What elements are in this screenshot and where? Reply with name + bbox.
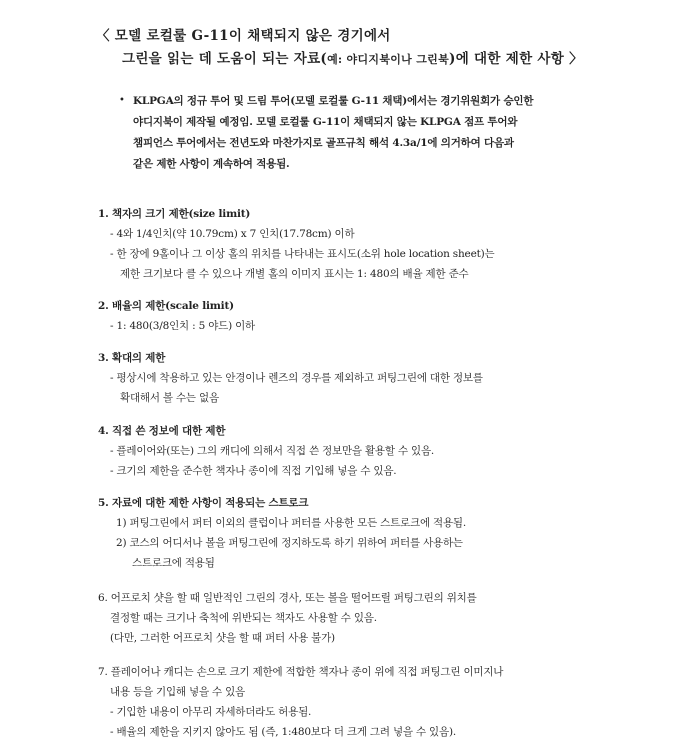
section-4-line: - 플레이어와(또는) 그의 캐디에 의해서 직접 쓴 정보만을 활용할 수 있음. <box>110 445 435 457</box>
intro-line: KLPGA의 정규 투어 및 드림 투어(모델 로컬룰 G-11 채택)에서는 경기위원회가 승인한 <box>133 95 534 107</box>
section-2-heading: 2. 배율의 제한(scale limit) <box>98 300 234 312</box>
section-2-line: - 1: 480(3/8인치 : 5 야드) 이하 <box>110 320 256 332</box>
intro-line: 같은 제한 사항이 계속하여 적용됨. <box>133 158 290 170</box>
section-7-line: - 기입한 내용이 아무리 자세하더라도 허용됨. <box>110 706 312 718</box>
intro-bullet: • <box>119 95 125 106</box>
page-title-line2 <box>122 47 583 67</box>
section-4-line: - 크기의 제한을 준수한 책자나 종이에 직접 기입해 넣을 수 있음. <box>110 465 397 477</box>
title-line2-small: 예: 야디지북이나 그린북 <box>327 53 450 66</box>
title-line2-post: )에 대한 제한 사항 〉 <box>449 51 583 67</box>
section-3-heading: 3. 확대의 제한 <box>98 352 166 364</box>
title-line2-pre: 그린을 읽는 데 도움이 되는 자료( <box>122 51 328 67</box>
section-3-line: - 평상시에 착용하고 있는 안경이나 렌즈의 경우를 제외하고 퍼팅그린에 대한 정보를 <box>110 372 483 384</box>
intro-line: 야디지북이 제작될 예정임. 모델 로컬룰 G-11이 채택되지 않는 KLPGA 점프 투어와 <box>133 116 518 128</box>
page-title-line1: 〈 모델 로컬룰 G-11이 채택되지 않은 경기에서 <box>96 28 391 44</box>
section-1-line: 제한 크기보다 클 수 있으나 개별 홀의 이미지 표시는 1: 480의 배율 제한 준수 <box>120 268 469 280</box>
section-6-line: 결정할 때는 크기나 축척에 위반되는 책자도 사용할 수 있음. <box>110 612 377 624</box>
section-7-line: 7. 플레이어나 캐디는 손으로 크기 제한에 적합한 책자나 종이 위에 직접 퍼팅그린 이미지나 <box>98 666 504 678</box>
section-5-line: 2) 코스의 어디서나 볼을 퍼팅그린에 정지하도록 하기 위하여 퍼터를 사용하는 <box>116 537 463 549</box>
section-3-line: 확대해서 볼 수는 없음 <box>120 392 219 404</box>
section-7-line: 내용 등을 기입해 넣을 수 있음 <box>110 686 246 698</box>
intro-line: 챔피언스 투어에서는 전년도와 마찬가지로 골프규칙 해석 4.3a/1에 의거하여 다음과 <box>133 137 514 149</box>
section-1-line: - 한 장에 9홀이나 그 이상 홀의 위치를 나타내는 표시도(소위 hole location sheet)는 <box>110 248 495 260</box>
section-5-line: 스트로크에 적용됨 <box>132 557 215 569</box>
section-6-line: 6. 어프로치 샷을 할 때 일반적인 그린의 경사, 또는 볼을 떨어뜨릴 퍼팅그린의 위치를 <box>98 592 477 604</box>
section-4-heading: 4. 직접 쓴 정보에 대한 제한 <box>98 425 226 437</box>
section-1-heading: 1. 책자의 크기 제한(size limit) <box>98 208 251 220</box>
section-1-line: - 4와 1/4인치(약 10.79cm) x 7 인치(17.78cm) 이하 <box>110 228 355 240</box>
section-5-line: 1) 퍼팅그린에서 퍼터 이외의 클럽이나 퍼터를 사용한 모든 스트로크에 적용됨. <box>116 517 466 529</box>
section-7-line: - 배율의 제한을 지키지 않아도 됨 (즉, 1:480보다 더 크게 그려 넣을 수 있음). <box>110 726 456 738</box>
section-6-line: (다만, 그러한 어프로치 샷을 할 때 퍼터 사용 불가) <box>110 632 335 644</box>
section-5-heading: 5. 자료에 대한 제한 사항이 적용되는 스트로크 <box>98 497 309 509</box>
